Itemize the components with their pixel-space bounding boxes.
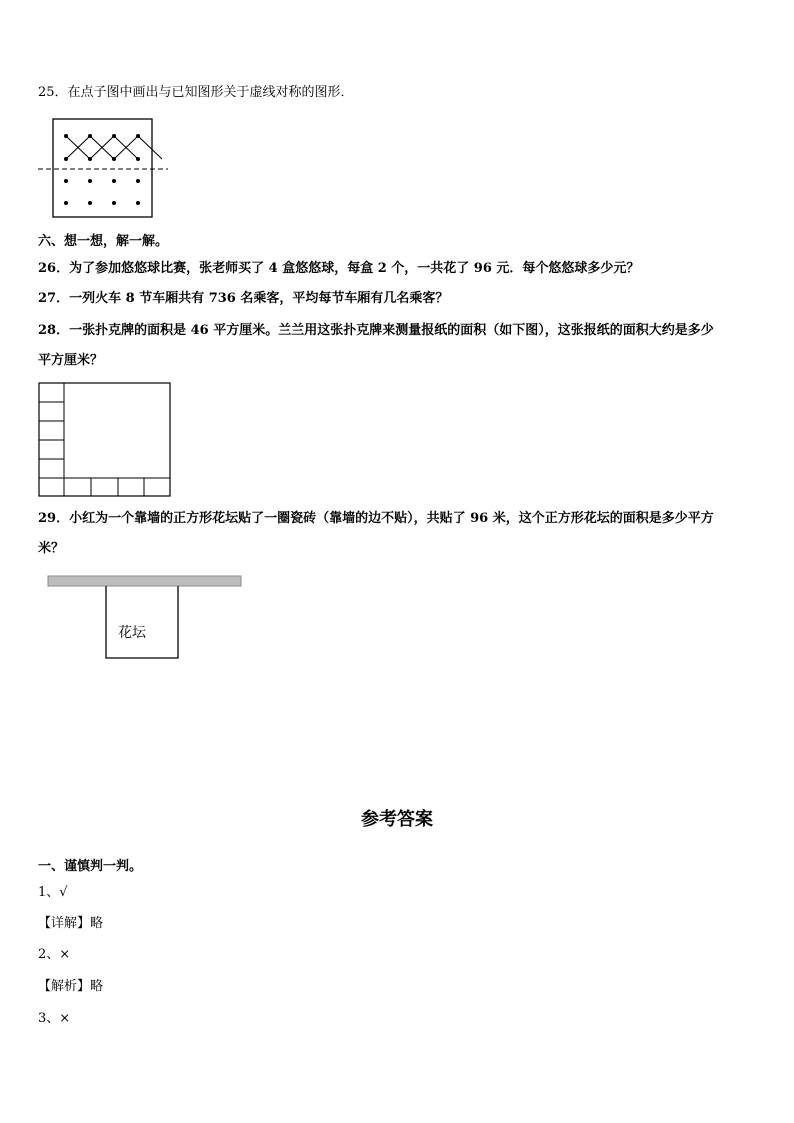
question-25: 25．在点子图中画出与已知图形关于虚线对称的图形． — [38, 85, 354, 100]
flowerbed-label: 花坛 — [118, 625, 146, 641]
answers-title: 参考答案 — [361, 809, 433, 830]
flowerbed-figure — [46, 574, 246, 664]
newspaper-card-figure — [38, 382, 172, 498]
question-29-line1: 29．小红为一个靠墙的正方形花坛贴了一圈瓷砖（靠墙的边不贴），共贴了 96 米，这个正方形花坛的面积是多少平方 — [38, 511, 714, 526]
question-27: 27．一列火车 8 节车厢共有 736 名乘客，平均每节车厢有几名乘客？ — [38, 291, 449, 306]
answer-2-note: 【解析】略 — [38, 979, 104, 994]
answer-3: 3、× — [38, 1011, 71, 1026]
question-28-line1: 28．一张扑克牌的面积是 46 平方厘米。兰兰用这张扑克牌来测量报纸的面积（如下图），这张报纸的面积大约是多少 — [38, 323, 714, 338]
question-26: 26．为了参加悠悠球比赛，张老师买了 4 盒悠悠球，每盒 2 个，一共花了 96 元．每个悠悠球多少元？ — [38, 261, 640, 276]
answer-1: 1、√ — [38, 885, 68, 900]
section-6-heading: 六、想一想，解一解。 — [38, 234, 169, 249]
answer-1-note: 【详解】略 — [38, 916, 104, 931]
question-29-line2: 米？ — [38, 541, 65, 556]
answers-section-1: 一、谨慎判一判。 — [38, 859, 143, 874]
dot-grid-figure — [38, 116, 173, 220]
answer-2: 2、× — [38, 947, 71, 962]
question-28-line2: 平方厘米？ — [38, 353, 104, 368]
